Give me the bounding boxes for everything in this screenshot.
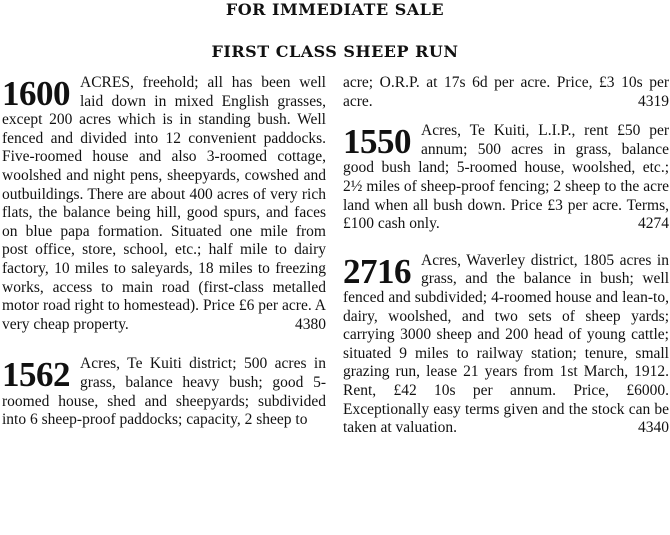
heading-first-class-sheep-run: FIRST CLASS SHEEP RUN (211, 42, 459, 61)
reference-number: 4274 (638, 215, 669, 233)
listing-body (2, 74, 326, 334)
heading-for-immediate-sale: FOR IMMEDIATE SALE (225, 0, 445, 19)
reference-number: 4380 (295, 315, 326, 333)
listing-1600 (2, 74, 326, 334)
listing-1562-continued (343, 74, 669, 111)
listing-text: acre; O.R.P. at 17s 6d per acre. Price, £3 10s per acre. (343, 74, 669, 110)
left-column (2, 74, 326, 430)
reference-number: 4340 (638, 419, 669, 437)
acreage-number: 1550 (343, 122, 411, 162)
listing-text: Acres, Te Kuiti, L.I.P., rent £50 per annum; 500 acres in grass, balance good bush land; 5-roomed house, woolshed, etc.; 2½ miles of sheep-proof fencing; 2 sheep to the acre land when all bush down. Price £3 per acre. Terms, £100 cash only. (343, 122, 669, 233)
listing-body (2, 355, 326, 429)
acreage-number: 1562 (2, 355, 70, 395)
listing-body (343, 74, 669, 111)
listing-text: Acres, Te Kuiti district; 500 acres in grass, balance heavy bush; good 5-roomed house, shed and sheepyards; subdivided into 6 sheep-proof paddocks; capacity, 2 sheep to (2, 355, 326, 429)
right-column (343, 74, 669, 438)
reference-number: 4319 (638, 92, 669, 110)
listing-text: Acres, Waverley district, 1805 acres in grass, and the balance in bush; well fenced and subdivided; 4-roomed house and lean-to, dairy, woolshed, and two sets of sheep yards; carrying 3000 sheep and 200 head of young cattle; situated 9 miles to railway station; tenure, small grazing run, lease 21 years from 1st March, 1912. Rent, £42 10s per annum. Price, £6000. Exceptionally easy terms given and the stock can be taken at valuation. (343, 251, 669, 437)
listing-1550 (343, 122, 669, 234)
listing-2716 (343, 252, 669, 438)
acreage-number: 1600 (2, 74, 70, 113)
acreage-number: 2716 (343, 251, 411, 291)
listing-text: ACRES, freehold; all has been well laid down in mixed English grasses, except 200 acres which is in standing bush. Well fenced and divided into 12 convenient paddocks. Five-roomed house and also 3-roomed cottage, woolshed and night pens, sheepyards, cowshed and outbuildings. There are about 400 acres of very rich flats, the balance being hill, good spurs, and faces on blue papa formation. Situated one mile from post office, store, school, etc.; half mile to dairy factory, 10 miles to saleyards, 18 miles to freezing works, access to main road (first-class metalled motor road right to homestead). Price £6 per acre. A very cheap property. (2, 74, 326, 333)
listing-body (343, 122, 669, 234)
listing-body (343, 252, 669, 438)
listing-1562 (2, 355, 326, 429)
